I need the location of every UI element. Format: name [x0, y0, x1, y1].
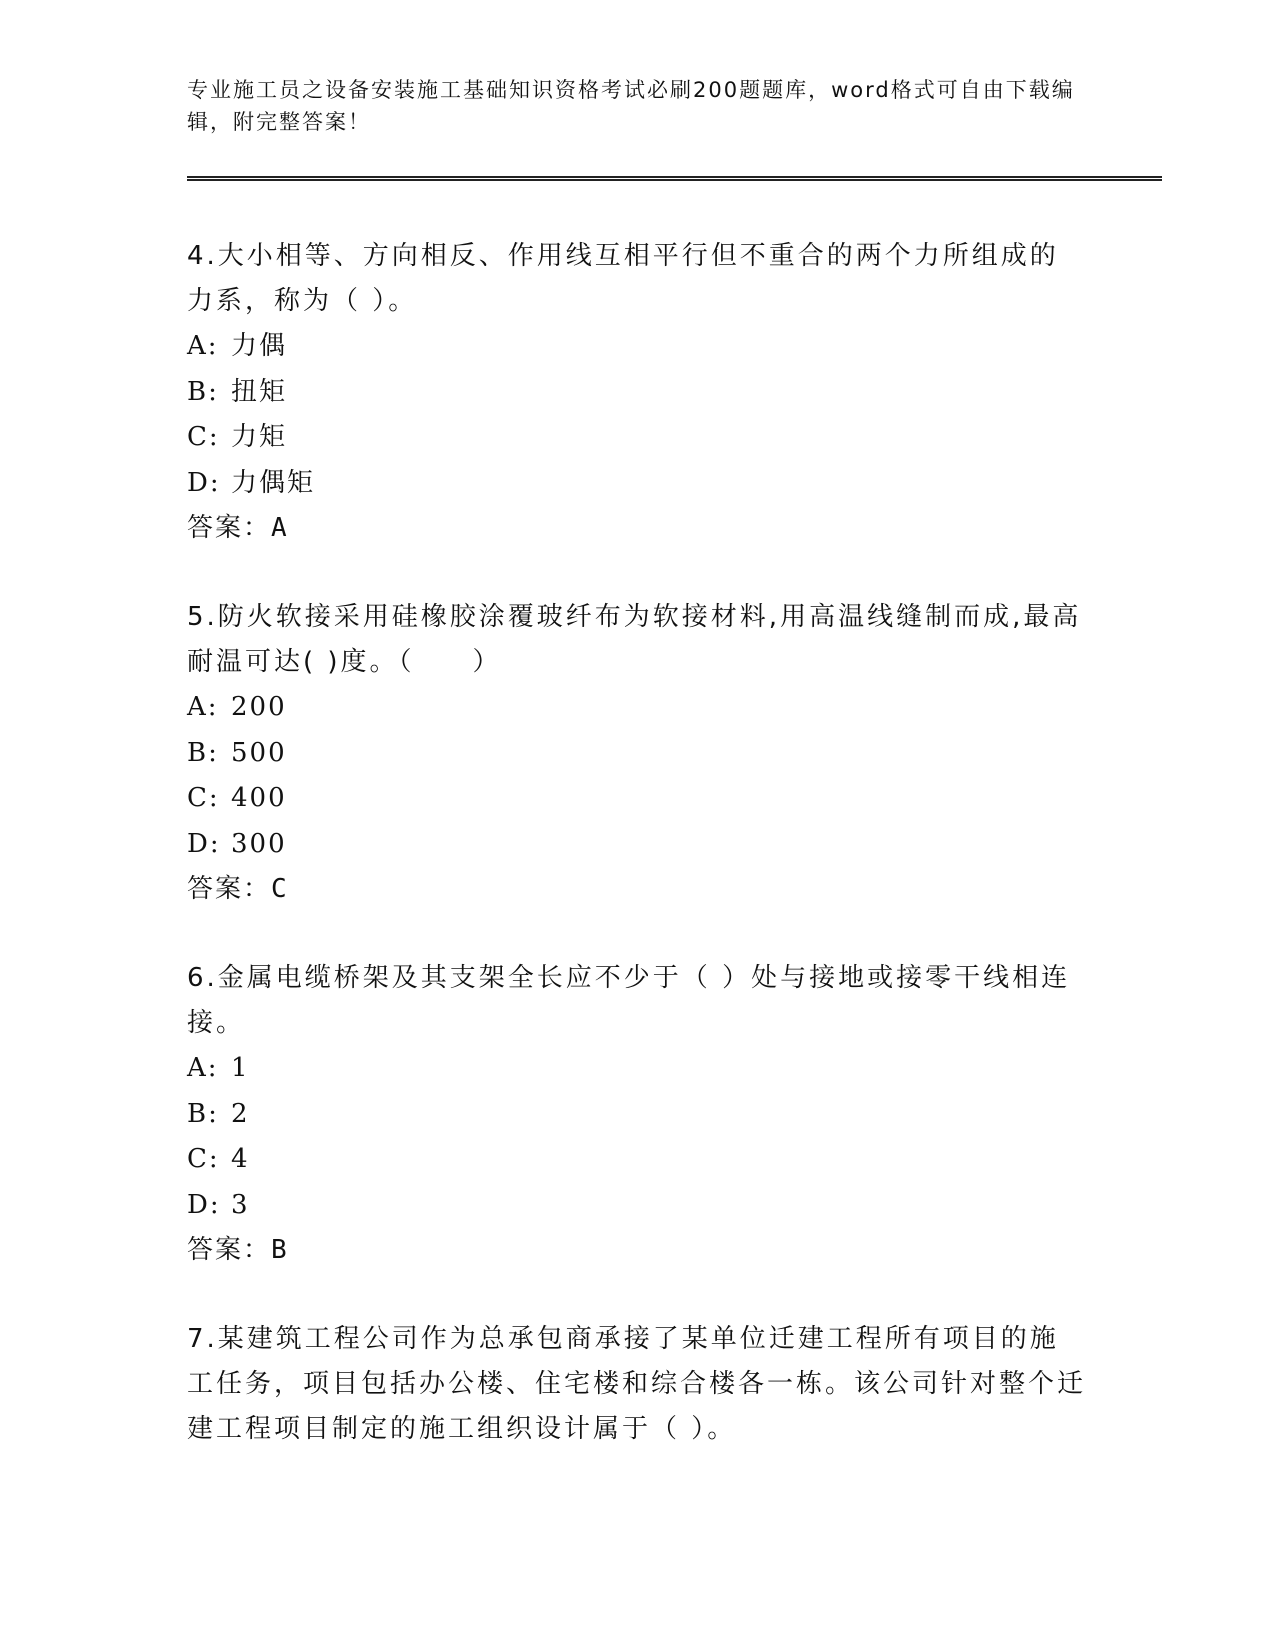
option-c	[187, 1137, 1087, 1183]
option-text: 200	[231, 692, 287, 722]
option-key: D:	[187, 828, 221, 859]
option-key: A:	[187, 692, 219, 722]
option-d	[187, 1183, 1087, 1229]
option-text: 300	[231, 828, 287, 859]
answer-value: B	[271, 1235, 289, 1265]
option-a	[187, 685, 1087, 731]
option-key: B:	[187, 737, 219, 768]
option-b	[187, 370, 1087, 416]
option-key: A:	[187, 331, 219, 361]
option-a	[187, 324, 1087, 370]
option-key: C:	[187, 783, 220, 813]
option-key: C:	[187, 422, 220, 452]
option-key: A:	[187, 1053, 219, 1083]
answer-label: 答案：	[187, 874, 272, 904]
question-stem: 7.某建筑工程公司作为总承包商承接了某单位迁建工程所有项目的施工任务，项目包括办公楼、住宅楼和综合楼各一栋。该公司针对整个迁建工程项目制定的施工组织设计属于（ ）。	[187, 1324, 1087, 1444]
question-stem: 5.防火软接采用硅橡胶涂覆玻纤布为软接材料,用高温线缝制而成,最高耐温可达( )度。（ ）	[187, 602, 1082, 677]
option-text: 力矩	[231, 422, 288, 452]
option-key: D:	[187, 467, 221, 498]
question-5	[187, 595, 1087, 912]
answer-label: 答案：	[187, 513, 272, 543]
option-key: C:	[187, 1144, 220, 1174]
option-c	[187, 415, 1087, 461]
header-divider	[187, 176, 1162, 181]
option-b	[187, 731, 1087, 777]
option-text: 力偶矩	[231, 467, 316, 498]
option-key: B:	[187, 1098, 219, 1129]
option-key: D:	[187, 1189, 221, 1220]
option-d	[187, 461, 1087, 507]
question-6	[187, 956, 1087, 1273]
question-7	[187, 1317, 1087, 1452]
answer-line	[187, 867, 1087, 912]
option-d	[187, 822, 1087, 868]
option-c	[187, 776, 1087, 822]
option-a	[187, 1046, 1087, 1092]
answer-line	[187, 1228, 1087, 1273]
question-list	[187, 234, 1087, 1496]
document-header: 专业施工员之设备安装施工基础知识资格考试必刷200题题库，word格式可自由下载编辑，附完整答案！	[187, 78, 1075, 134]
option-text: 力偶	[231, 331, 288, 361]
answer-label: 答案：	[187, 1235, 272, 1265]
question-stem: 6.金属电缆桥架及其支架全长应不少于（ ）处与接地或接零干线相连接。	[187, 963, 1071, 1038]
option-text: 2	[231, 1098, 250, 1129]
option-text: 3	[231, 1189, 250, 1220]
option-key: B:	[187, 376, 219, 407]
option-text: 500	[231, 737, 287, 768]
question-4	[187, 234, 1087, 551]
option-b	[187, 1092, 1087, 1138]
option-text: 400	[231, 783, 287, 813]
question-stem: 4.大小相等、方向相反、作用线互相平行但不重合的两个力所组成的力系，称为（ ）。	[187, 241, 1059, 316]
answer-value: A	[271, 513, 289, 543]
answer-line	[187, 506, 1087, 551]
option-text: 1	[231, 1053, 250, 1083]
answer-value: C	[271, 874, 289, 904]
option-text: 4	[231, 1144, 250, 1174]
option-text: 扭矩	[231, 376, 288, 407]
